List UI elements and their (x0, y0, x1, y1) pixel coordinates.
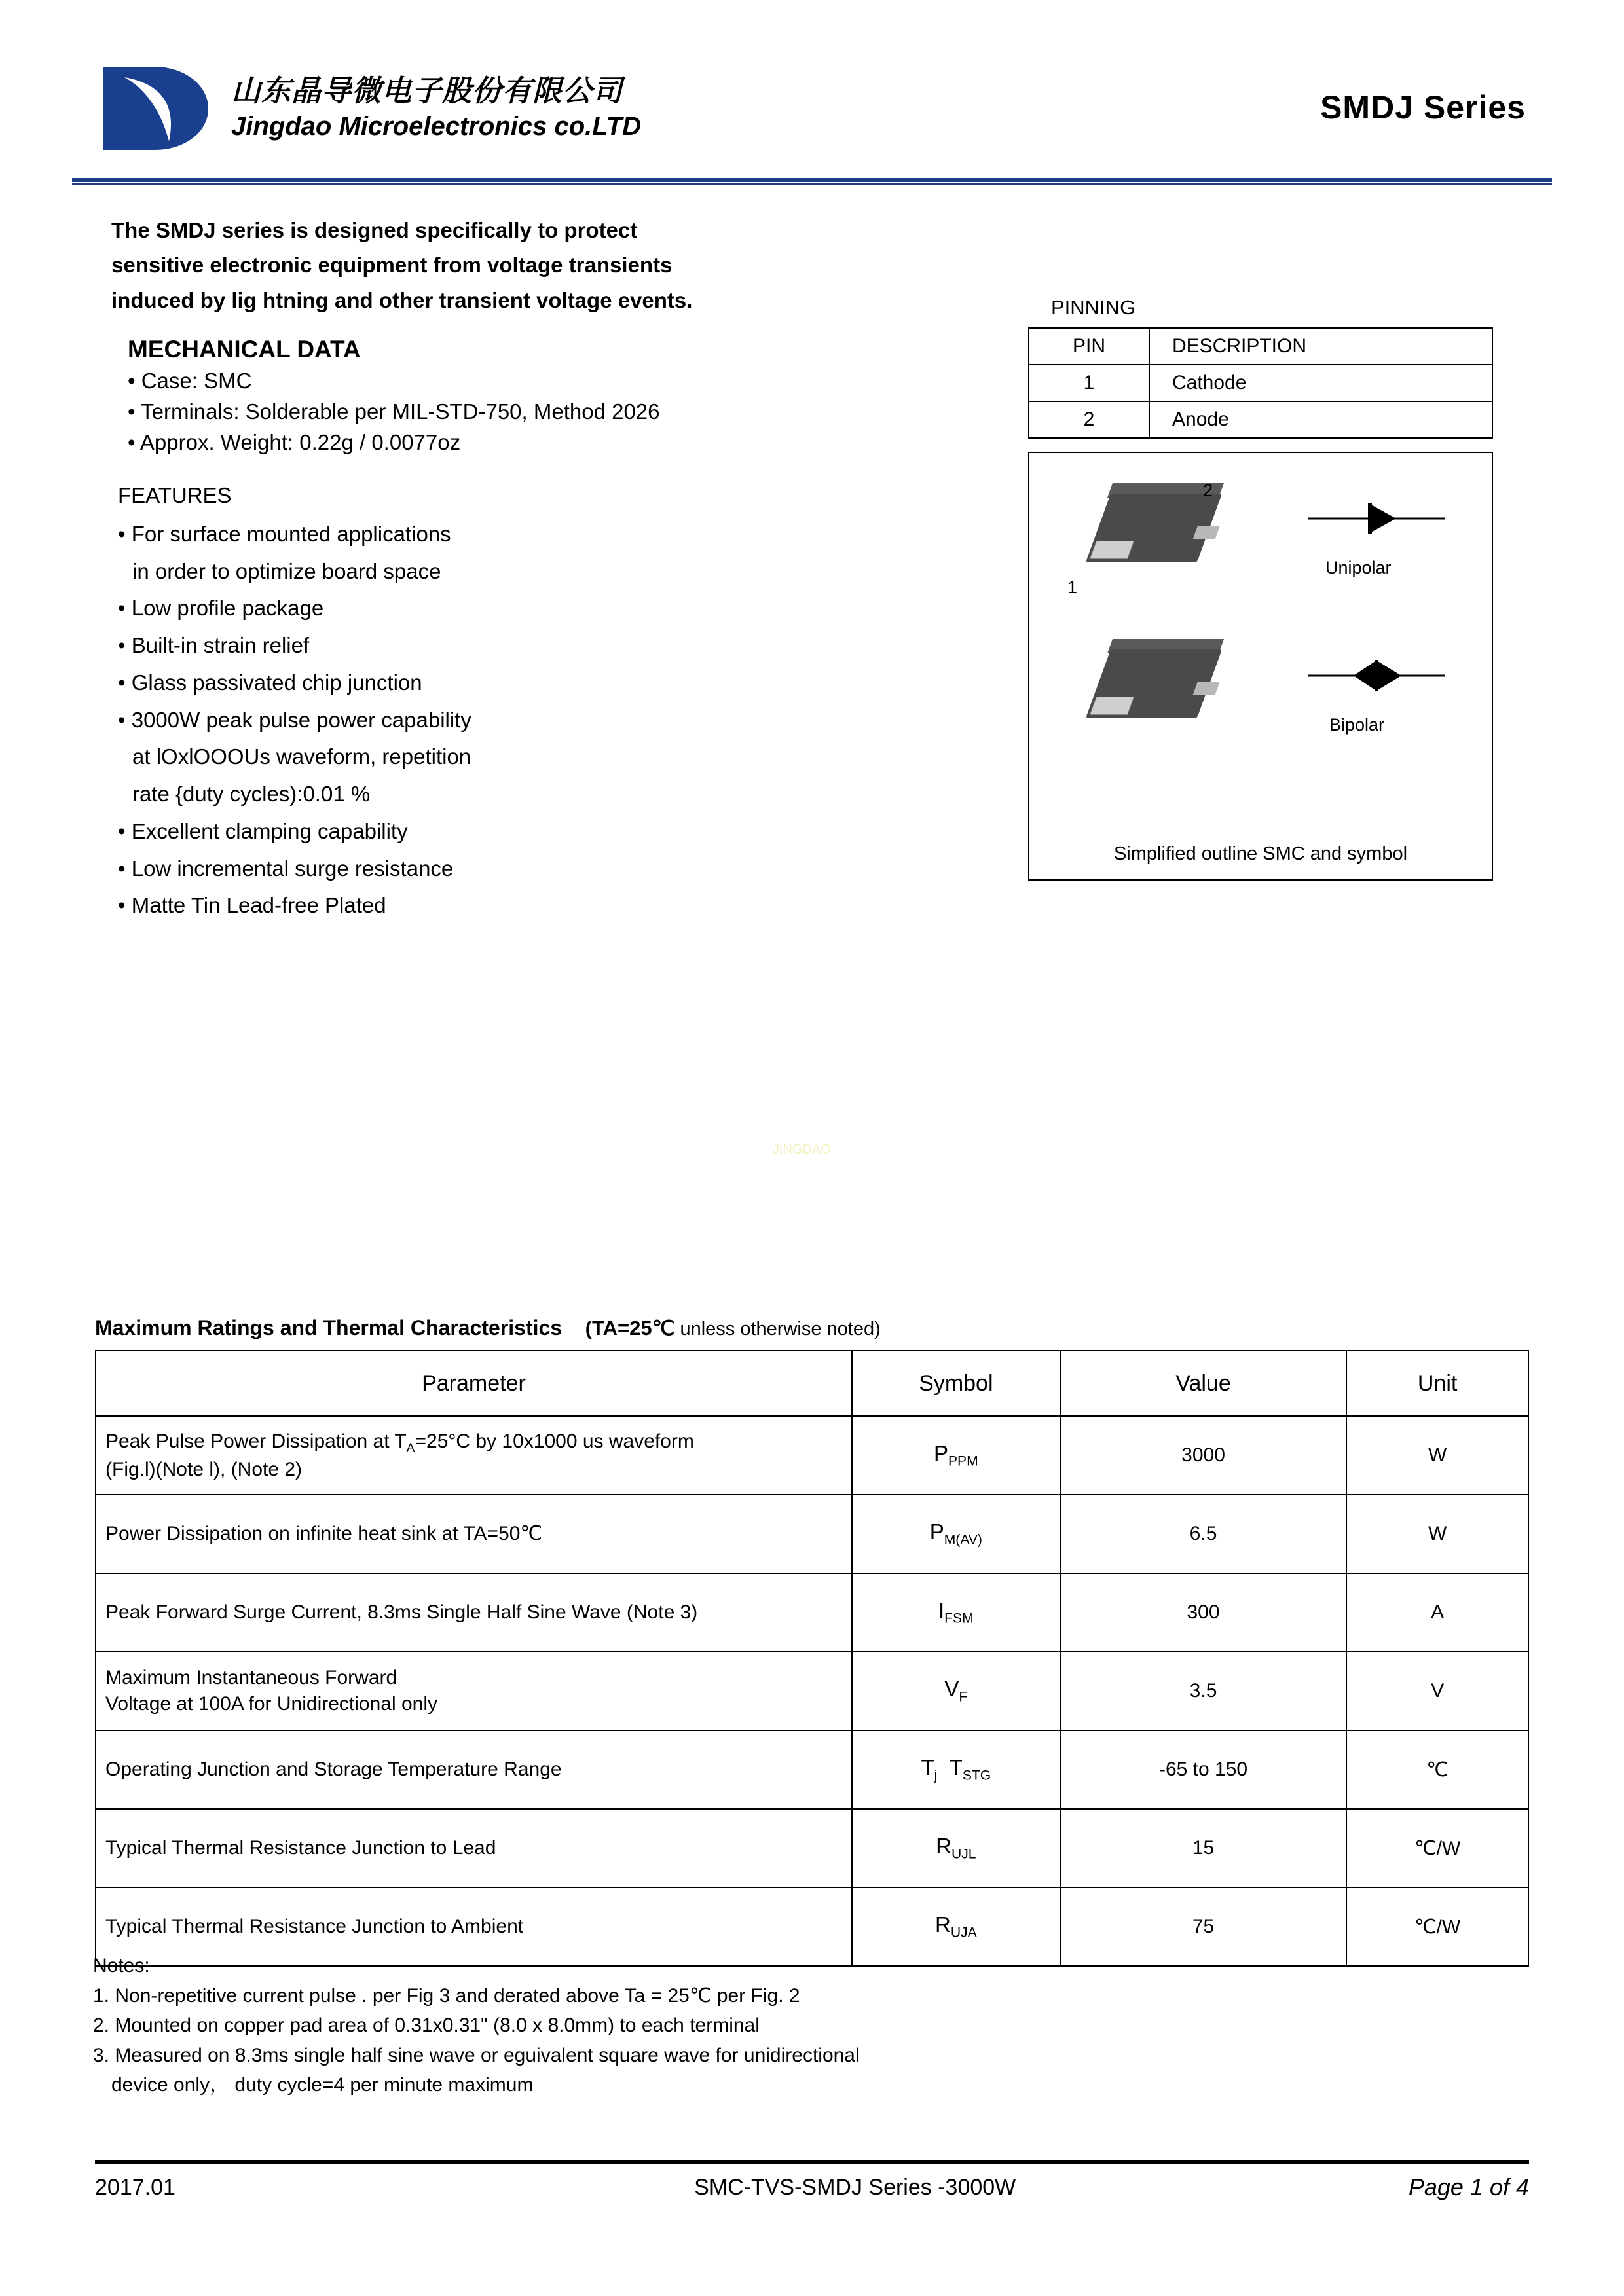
column-header-unit: Unit (1346, 1351, 1528, 1416)
feature-item: in order to optimize board space (132, 558, 441, 583)
intro-line-2: sensitive electronic equipment from voltage transients (111, 253, 673, 278)
rating-parameter: Typical Thermal Resistance Junction to Ambient (96, 1887, 852, 1966)
feature-item: rate {duty cycles):0.01 % (132, 782, 371, 807)
feature-item: • Excellent clamping capability (118, 818, 408, 843)
feature-item: • Matte Tin Lead-free Plated (118, 893, 386, 918)
table-row (96, 1652, 1528, 1730)
feature-item: • Glass passivated chip junction (118, 670, 422, 695)
pinning-table (1028, 327, 1493, 439)
series-title: SMDJ Series (1320, 89, 1526, 126)
watermark: JINGDAO (773, 1142, 831, 1157)
pin-description: Anode (1149, 401, 1492, 438)
features-title: FEATURES (118, 483, 232, 507)
outline-caption: Simplified outline SMC and symbol (1113, 843, 1408, 864)
rating-symbol: $T_j$ $T_{STG}$ (852, 1730, 1060, 1809)
page-footer (95, 2174, 1529, 2201)
note-item: 1. Non-repetitive current pulse . per Fig 3 and derated above Ta = 25℃ per Fig. 2 (93, 1984, 800, 2007)
rating-parameter: Maximum Instantaneous Forward Voltage at 100A for Unidirectional only (96, 1652, 852, 1730)
note-item: device only， duty cycle=4 per minute maximum (111, 2074, 534, 2096)
rating-unit: ℃ (1346, 1730, 1528, 1809)
pin-number: 2 (1029, 401, 1149, 438)
ratings-title-block (95, 1316, 881, 1340)
smc-package-drawing-top (1085, 494, 1223, 579)
feature-item: • Low incremental surge resistance (118, 856, 454, 881)
rating-symbol: $R_{UJA}$ (852, 1887, 1060, 1966)
table-header-row (96, 1351, 1528, 1416)
feature-item: • For surface mounted applications (118, 521, 451, 546)
pinning-header-description: DESCRIPTION (1149, 328, 1492, 365)
rating-parameter: Peak Forward Surge Current, 8.3ms Single Half Sine Wave (Note 3) (96, 1573, 852, 1652)
footer-divider (95, 2160, 1529, 2164)
column-header-symbol: Symbol (852, 1351, 1060, 1416)
rating-parameter: Peak Pulse Power Dissipation at $T_A=25^\circ C$ by 10x1000 us waveform (Fig.l)(Note l), (Note 2) (96, 1416, 852, 1495)
table-row (1029, 401, 1492, 438)
unipolar-symbol-icon (1304, 492, 1449, 545)
company-logo-icon (98, 64, 213, 153)
ratings-table (95, 1350, 1529, 1967)
package-outline-box (1028, 452, 1493, 881)
table-row (96, 1573, 1528, 1652)
notes-block (93, 1951, 1403, 2100)
feature-item: • Built-in strain relief (118, 633, 310, 658)
intro-line-3: induced by lig htning and other transient voltage events. (111, 287, 693, 312)
company-name-block (231, 75, 641, 141)
pin-description: Cathode (1149, 365, 1492, 401)
footer-date: 2017.01 (95, 2174, 175, 2200)
notes-title: Notes: (93, 1955, 150, 1977)
footer-series: SMC-TVS-SMDJ Series -3000W (694, 2174, 1016, 2200)
table-row (96, 1416, 1528, 1495)
pin-label-1: 1 (1067, 577, 1078, 597)
rating-unit: A (1346, 1573, 1528, 1652)
bipolar-label: Bipolar (1329, 715, 1385, 735)
page-header (98, 0, 1526, 177)
rating-value: 3000 (1060, 1416, 1347, 1495)
mechanical-data-title: MECHANICAL DATA (128, 336, 361, 363)
rating-parameter: Typical Thermal Resistance Junction to Lead (96, 1809, 852, 1887)
rating-unit: W (1346, 1416, 1528, 1495)
rating-symbol: $P_{PPM}$ (852, 1416, 1060, 1495)
rating-unit: V (1346, 1652, 1528, 1730)
unipolar-label: Unipolar (1325, 558, 1392, 577)
column-header-parameter: Parameter (96, 1351, 852, 1416)
rating-value: 75 (1060, 1887, 1347, 1966)
company-name-en: Jingdao Microelectronics co.LTD (231, 111, 642, 141)
header-divider-thin (72, 183, 1552, 185)
rating-value: 300 (1060, 1573, 1347, 1652)
column-header-value: Value (1060, 1351, 1347, 1416)
rating-value: 15 (1060, 1809, 1347, 1887)
table-row (96, 1809, 1528, 1887)
pin-label-2: 2 (1203, 481, 1213, 500)
note-item: 2. Mounted on copper pad area of 0.31x0.31" (8.0 x 8.0mm) to each terminal (93, 2014, 760, 2037)
mechanical-item: • Approx. Weight: 0.22g / 0.0077oz (128, 430, 461, 455)
rating-unit: W (1346, 1495, 1528, 1573)
feature-item: • Low profile package (118, 596, 324, 621)
rating-parameter: Operating Junction and Storage Temperature Range (96, 1730, 852, 1809)
rating-symbol: $R_{UJL}$ (852, 1809, 1060, 1887)
mechanical-item: • Terminals: Solderable per MIL-STD-750, Method 2026 (128, 399, 660, 424)
footer-page-number: Page 1 of 4 (1408, 2174, 1529, 2200)
rating-symbol: $V_F$ (852, 1652, 1060, 1730)
pin-number: 1 (1029, 365, 1149, 401)
pinning-label: PINNING (1051, 296, 1136, 319)
rating-symbol: $P_{M(AV)}$ (852, 1495, 1060, 1573)
rating-unit: ℃/W (1346, 1887, 1528, 1966)
note-item: 3. Measured on 8.3ms single half sine wave or eguivalent square wave for unidirectional (93, 2044, 860, 2066)
intro-line-1: The SMDJ series is designed specifically to protect (111, 218, 638, 242)
bipolar-symbol-icon (1304, 649, 1449, 702)
features-list (118, 516, 851, 924)
pinning-header-pin: PIN (1029, 328, 1149, 365)
rating-value: -65 to 150 (1060, 1730, 1347, 1809)
rating-value: 6.5 (1060, 1495, 1347, 1573)
rating-symbol: $I_{FSM}$ (852, 1573, 1060, 1652)
ratings-condition-bold: (TA=25℃ (585, 1317, 675, 1339)
feature-item: • 3000W peak pulse power capability (118, 707, 471, 732)
feature-item: at lOxlOOOUs waveform, repetition (132, 744, 471, 769)
company-name-cn: 山东晶导微电子股份有限公司 (231, 74, 623, 108)
rating-unit: ℃/W (1346, 1809, 1528, 1887)
ratings-condition: unless otherwise noted) (674, 1319, 881, 1339)
table-row (96, 1730, 1528, 1809)
table-row (96, 1495, 1528, 1573)
rating-parameter: Power Dissipation on infinite heat sink at TA=50℃ (96, 1495, 852, 1573)
header-divider (72, 178, 1552, 182)
table-row (1029, 328, 1492, 365)
mechanical-item: • Case: SMC (128, 369, 252, 393)
table-row (1029, 365, 1492, 401)
rating-value: 3.5 (1060, 1652, 1347, 1730)
smc-package-drawing-bottom (1085, 649, 1223, 735)
intro-paragraph (111, 213, 884, 318)
ratings-title: Maximum Ratings and Thermal Characteristics (95, 1316, 563, 1339)
